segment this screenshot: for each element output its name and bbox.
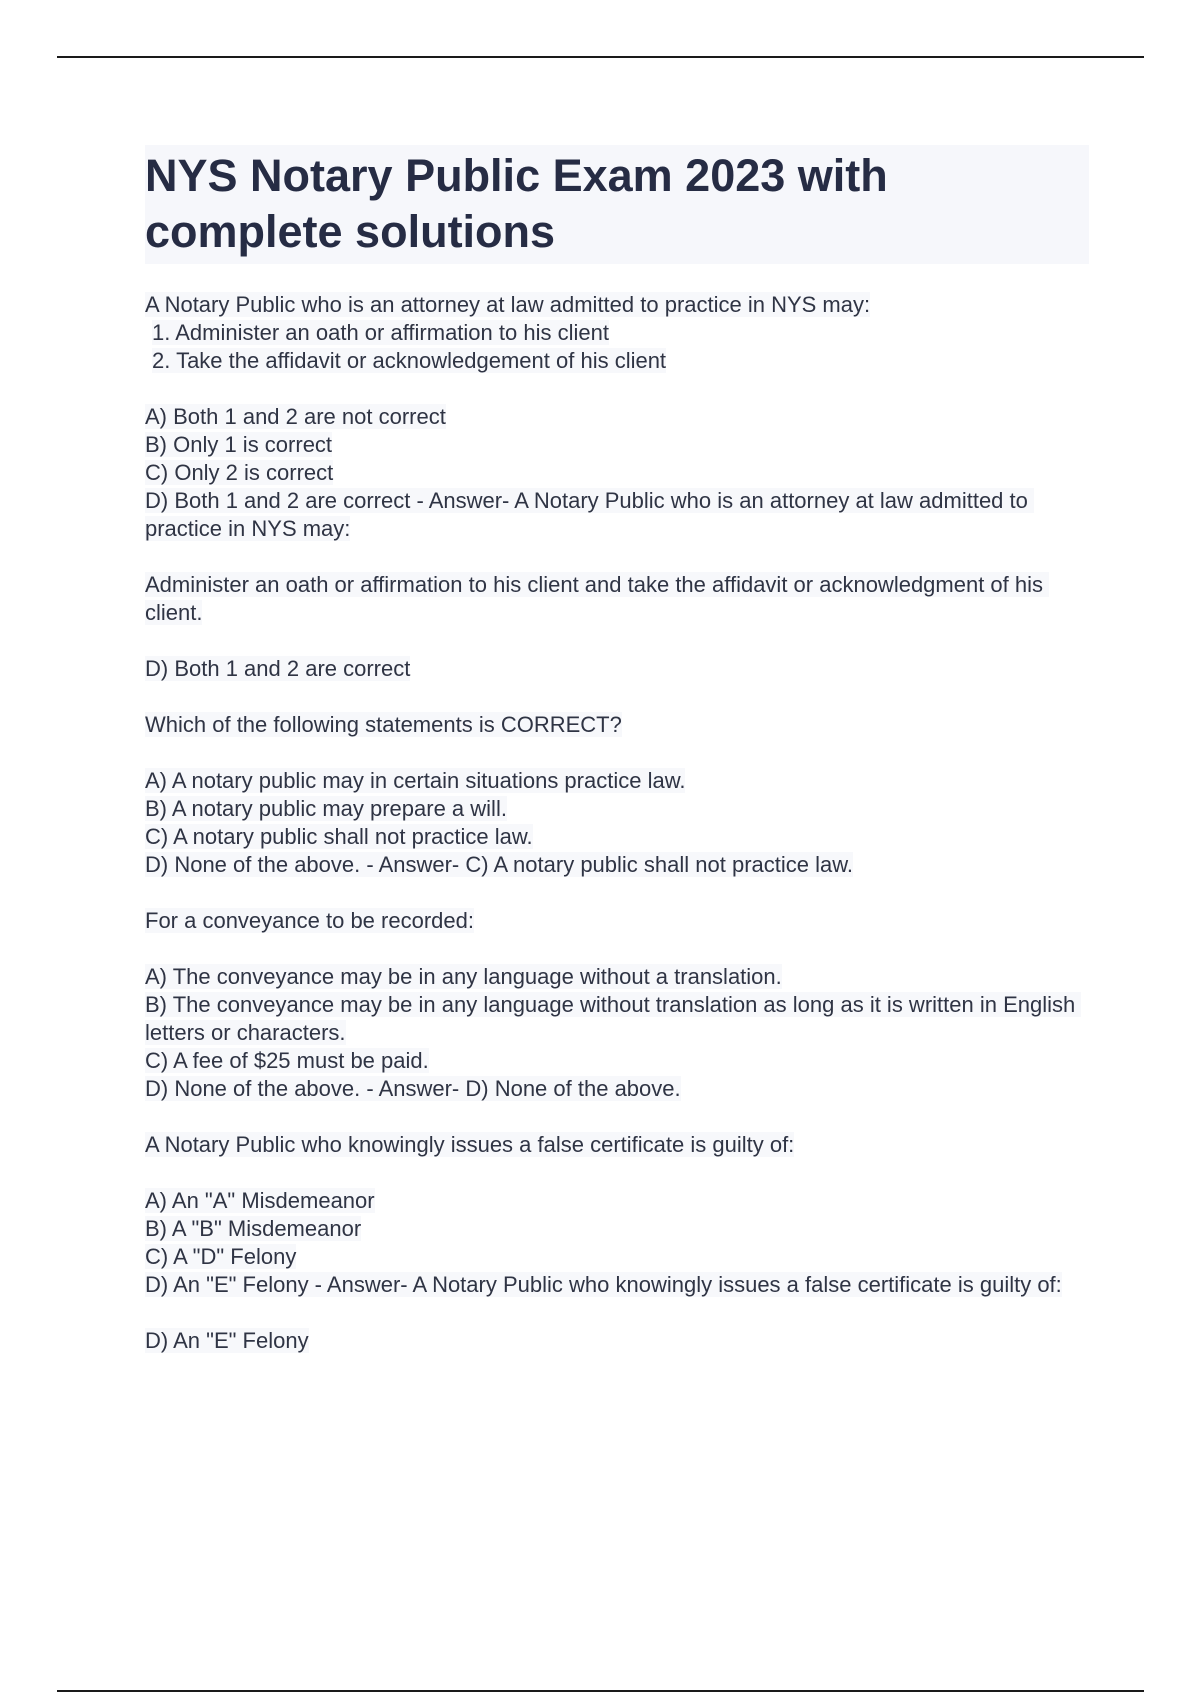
top-rule (57, 56, 1144, 58)
document-title: NYS Notary Public Exam 2023 with complete solutions (145, 150, 888, 257)
statement-item: 1. Administer an oath or affirmation to his client (152, 320, 609, 345)
option-b: B) A "B" Misdemeanor (145, 1216, 362, 1241)
option-a: A) Both 1 and 2 are not correct (145, 404, 446, 429)
question-text: For a conveyance to be recorded: (145, 908, 474, 933)
option-a: A) A notary public may in certain situations practice law. (145, 768, 686, 793)
option-a: A) The conveyance may be in any language without a translation. (145, 964, 782, 989)
option-d: D) Both 1 and 2 are correct - Answer- A Notary Public who is an attorney at law admitted to practice in NYS may: (145, 488, 1034, 541)
option-d: D) None of the above. - Answer- D) None of the above. (145, 1076, 681, 1101)
option-d: D) An "E" Felony - Answer- A Notary Public who knowingly issues a false certificate is guilty of: (145, 1272, 1062, 1297)
question-block-1 (145, 291, 1089, 683)
title-block (145, 145, 1089, 264)
option-b: B) The conveyance may be in any language without translation as long as it is written in English letters or characters. (145, 992, 1082, 1045)
option-b: B) A notary public may prepare a will. (145, 796, 507, 821)
answer-text: D) Both 1 and 2 are correct (145, 656, 411, 681)
option-c: C) Only 2 is correct (145, 460, 334, 485)
option-c: C) A "D" Felony (145, 1244, 297, 1269)
document-body (145, 145, 1089, 1383)
question-block-4 (145, 1131, 1089, 1355)
option-b: B) Only 1 is correct (145, 432, 333, 457)
answer-text: D) An "E" Felony (145, 1328, 309, 1353)
option-a: A) An "A" Misdemeanor (145, 1188, 375, 1213)
answer-explanation: Administer an oath or affirmation to his client and take the affidavit or acknowledgment of his client. (145, 572, 1050, 625)
question-block-2 (145, 711, 1089, 879)
question-text: Which of the following statements is CORRECT? (145, 712, 622, 737)
statement-item: 2. Take the affidavit or acknowledgement of his client (152, 348, 667, 373)
option-c: C) A fee of $25 must be paid. (145, 1048, 429, 1073)
option-c: C) A notary public shall not practice law. (145, 824, 533, 849)
bottom-rule (57, 1690, 1144, 1692)
question-text: A Notary Public who knowingly issues a false certificate is guilty of: (145, 1132, 795, 1157)
option-d: D) None of the above. - Answer- C) A notary public shall not practice law. (145, 852, 854, 877)
question-block-3 (145, 907, 1089, 1103)
question-text: A Notary Public who is an attorney at law admitted to practice in NYS may: (145, 292, 871, 317)
